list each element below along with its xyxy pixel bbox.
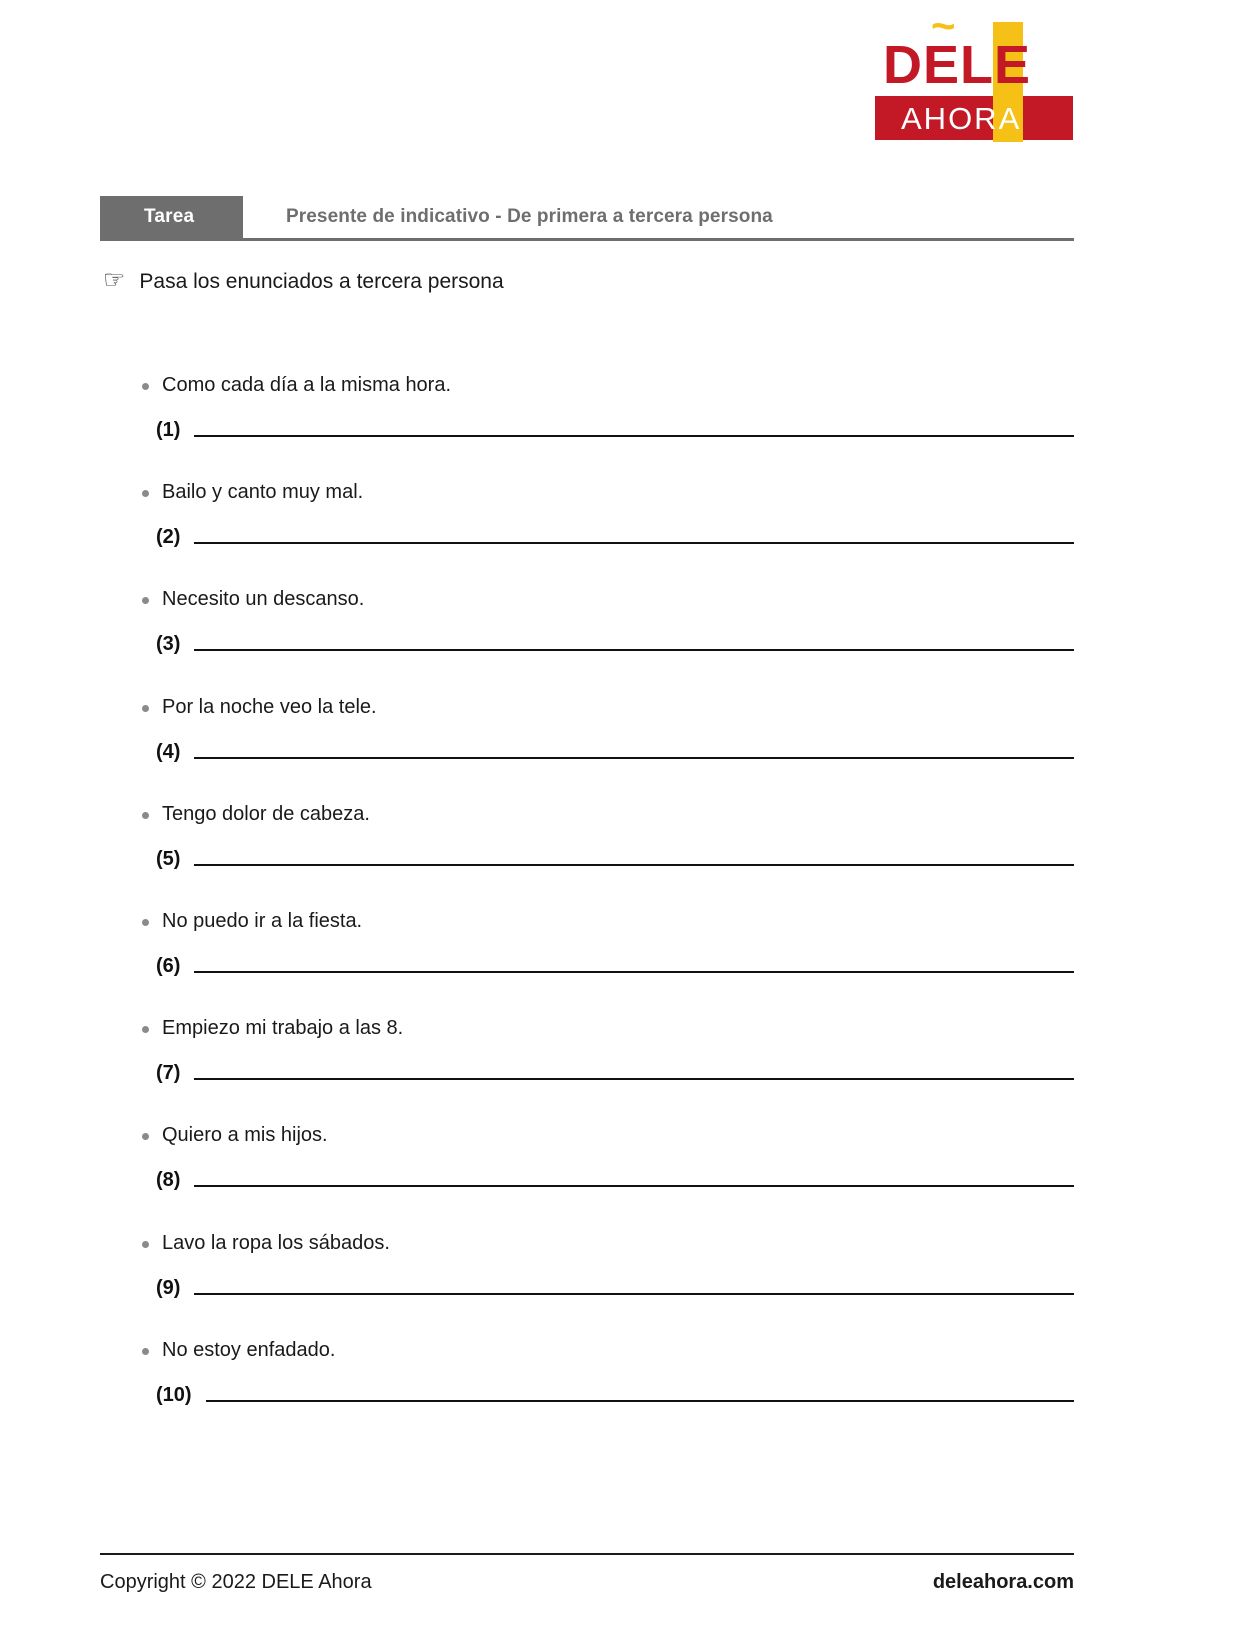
answer-number-label: (10): [156, 1383, 192, 1406]
exercise-prompt-text: Quiero a mis hijos.: [162, 1124, 328, 1147]
answer-number-label: (2): [156, 526, 181, 549]
exercise-prompt-text: Lavo la ropa los sábados.: [162, 1231, 390, 1254]
bullet-icon: [142, 919, 149, 926]
answer-number-label: (5): [156, 847, 181, 870]
logo-wrap: [873, 2, 1073, 142]
answer-row: [100, 848, 1074, 870]
answer-blank-line[interactable]: [194, 1293, 1074, 1295]
worksheet-header: [100, 196, 1074, 238]
exercise-prompt-text: Por la noche veo la tele.: [162, 695, 377, 718]
answer-blank-line[interactable]: [206, 1400, 1074, 1402]
exercise-item: [100, 801, 1074, 908]
answer-row: [100, 526, 1074, 548]
exercise-prompt-row: [100, 694, 1074, 720]
answer-blank-line[interactable]: [194, 757, 1074, 759]
answer-number-label: (7): [156, 1062, 181, 1085]
exercise-item: [100, 1122, 1074, 1229]
bullet-icon: [142, 383, 149, 390]
copyright-text: Copyright © 2022 DELE Ahora: [100, 1570, 372, 1593]
exercise-prompt-text: No estoy enfadado.: [162, 1338, 336, 1361]
exercise-item: [100, 908, 1074, 1015]
exercise-prompt-text: Empiezo mi trabajo a las 8.: [162, 1017, 404, 1040]
logo-brand-text: [883, 2, 1032, 95]
pointing-hand-icon: ☞: [103, 266, 126, 294]
exercise-prompt-row: [100, 1230, 1074, 1256]
exercise-prompt-text: Tengo dolor de cabeza.: [162, 802, 370, 825]
answer-number-label: (1): [156, 419, 181, 441]
bullet-icon: [142, 1241, 149, 1248]
bullet-icon: [142, 705, 149, 712]
exercise-prompt-text: Como cada día a la misma hora.: [162, 374, 452, 396]
answer-row: [100, 419, 1074, 441]
exercise-prompt-text: No puedo ir a la fiesta.: [162, 909, 363, 932]
exercise-item: [100, 1015, 1074, 1122]
answer-number-label: (3): [156, 633, 181, 656]
exercise-prompt-row: [100, 801, 1074, 827]
header-divider: [100, 238, 1074, 241]
answer-number-label: (8): [156, 1169, 181, 1192]
task-tag-label: Tarea: [100, 196, 243, 238]
answer-row: [100, 633, 1074, 655]
answer-row: [100, 1062, 1074, 1084]
exercise-item: [100, 372, 1074, 479]
page-title: Presente de indicativo - De primera a tercera persona: [286, 206, 773, 227]
exercise-item: [100, 694, 1074, 801]
answer-row: [100, 1277, 1074, 1299]
exercise-prompt-row: [100, 1337, 1074, 1363]
answer-number-label: (6): [156, 954, 181, 977]
exercise-prompt-text: Necesito un descanso.: [162, 588, 365, 611]
bullet-icon: [142, 812, 149, 819]
answer-blank-line[interactable]: [194, 1078, 1074, 1080]
answer-row: [100, 1384, 1074, 1406]
exercise-prompt-row: [100, 479, 1074, 505]
answer-blank-line[interactable]: [194, 435, 1074, 437]
exercise-prompt-row: [100, 586, 1074, 612]
answer-blank-line[interactable]: [194, 649, 1074, 651]
exercise-prompt-text: Bailo y canto muy mal.: [162, 481, 364, 504]
website-link[interactable]: deleahora.com: [932, 1570, 1074, 1593]
answer-blank-line[interactable]: [194, 542, 1074, 544]
logo-tilde-icon: ~: [931, 2, 957, 49]
answer-blank-line[interactable]: [194, 1185, 1074, 1187]
exercise-prompt-row: [100, 372, 1074, 398]
answer-row: [100, 741, 1074, 763]
answer-number-label: (9): [156, 1276, 181, 1299]
answer-number-label: (4): [156, 740, 181, 763]
exercise-prompt-row: [100, 1015, 1074, 1041]
answer-row: [100, 1169, 1074, 1191]
logo-brand-letters: DELE: [883, 35, 1032, 95]
logo-subbrand-text: AHORA: [901, 101, 1022, 136]
exercise-prompt-row: [100, 1122, 1074, 1148]
answer-blank-line[interactable]: [194, 864, 1074, 866]
bullet-icon: [142, 1348, 149, 1355]
dele-ahora-logo: [873, 2, 1073, 142]
exercise-item: [100, 586, 1074, 693]
page-footer: [100, 1562, 1074, 1602]
exercise-prompt-row: [100, 908, 1074, 934]
exercise-item: [100, 1337, 1074, 1444]
instruction-text: Pasa los enunciados a tercera persona: [139, 270, 504, 293]
footer-divider: [100, 1553, 1074, 1555]
instruction-row: [103, 268, 504, 294]
answer-blank-line[interactable]: [194, 971, 1074, 973]
exercise-list: [100, 372, 1074, 1444]
exercise-item: [100, 479, 1074, 586]
answer-row: [100, 955, 1074, 977]
exercise-item: [100, 1230, 1074, 1337]
